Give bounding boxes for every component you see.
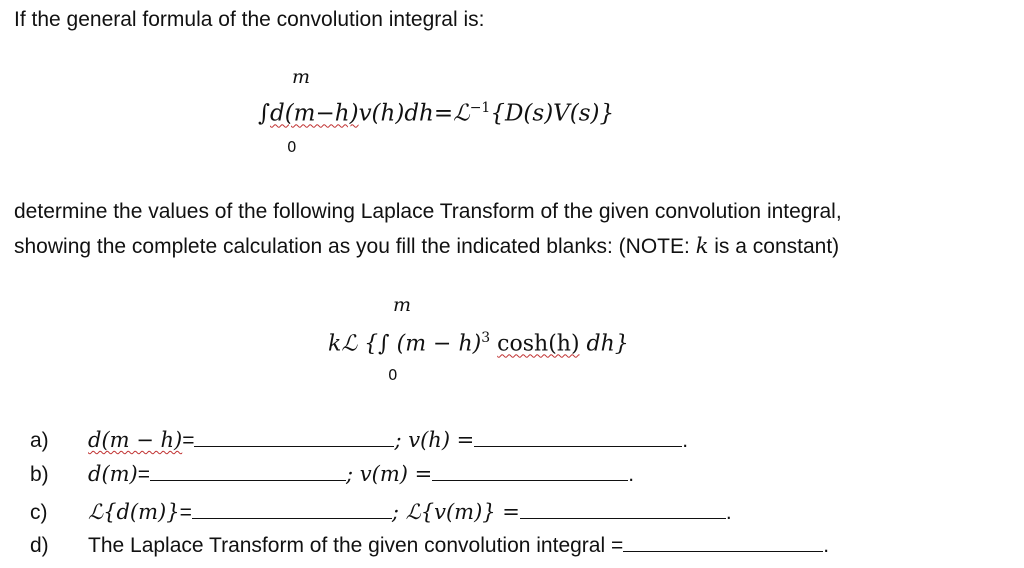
- equals-sign: =: [179, 501, 192, 524]
- question-a: [30, 428, 688, 453]
- answer-blank-c1[interactable]: [192, 517, 392, 519]
- period: .: [628, 463, 635, 486]
- question-b: [30, 462, 634, 487]
- question-c: [30, 500, 732, 525]
- formula1-upper-limit: m: [292, 66, 311, 88]
- question-label: c): [30, 501, 48, 524]
- instructions-note-end: is a constant): [708, 235, 840, 258]
- intro-text: If the general formula of the convolution integral is:: [14, 8, 485, 31]
- integral-sign: ∫: [258, 100, 270, 127]
- formula2-body: [328, 330, 629, 356]
- period: .: [725, 501, 732, 524]
- answer-blank-b1[interactable]: [150, 479, 346, 481]
- question-label: d): [30, 534, 49, 557]
- equals-sign: =: [137, 463, 151, 486]
- question-left-expression: d(m − h): [88, 428, 183, 452]
- equals-sign: =: [182, 429, 195, 452]
- answer-blank-a2[interactable]: [474, 445, 682, 447]
- answer-blank-d[interactable]: [623, 550, 823, 552]
- question-text: The Laplace Transform of the given convolution integral =: [88, 534, 624, 557]
- inverse-superscript: −1: [469, 100, 491, 116]
- question-left-expression: ℒ{d(m)}: [88, 500, 180, 524]
- question-d: [30, 534, 829, 558]
- formula1-main: v(h)dh=ℒ: [358, 100, 470, 127]
- formula2-power: 3: [481, 330, 491, 346]
- formula1-rhs: {D(s)V(s)}: [490, 100, 615, 127]
- note-constant-k: k: [695, 234, 709, 258]
- question-right-expression: ; ℒ{v(m)} =: [391, 500, 520, 524]
- question-right-expression: ; v(h) =: [394, 428, 475, 452]
- instructions-line-1: determine the values of the following Laplace Transform of the given convolution integral,: [14, 200, 842, 223]
- answer-blank-a1[interactable]: [194, 445, 394, 447]
- question-label: a): [30, 429, 49, 452]
- formula2-lower-limit: 0: [388, 366, 398, 384]
- formula2-suffix: dh}: [579, 331, 629, 357]
- formula2-prefix: kℒ {∫ (m − h): [328, 331, 482, 357]
- instructions-text: showing the complete calculation as you fill the indicated blanks: (NOTE:: [14, 235, 696, 258]
- formula2-upper-limit: m: [393, 294, 412, 316]
- formula2-cosh: cosh(h): [497, 331, 580, 357]
- question-right-expression: ; v(m) =: [346, 462, 433, 486]
- question-label: b): [30, 463, 49, 486]
- instructions-line-2: [14, 234, 839, 259]
- formula1-lower-limit: 0: [287, 138, 297, 156]
- question-left-expression: d(m): [88, 462, 138, 486]
- period: .: [682, 429, 689, 452]
- period: .: [823, 534, 830, 557]
- formula1-body: [258, 100, 614, 127]
- formula1-d-part: d(m−h): [269, 100, 359, 127]
- answer-blank-b2[interactable]: [432, 479, 628, 481]
- answer-blank-c2[interactable]: [520, 517, 726, 519]
